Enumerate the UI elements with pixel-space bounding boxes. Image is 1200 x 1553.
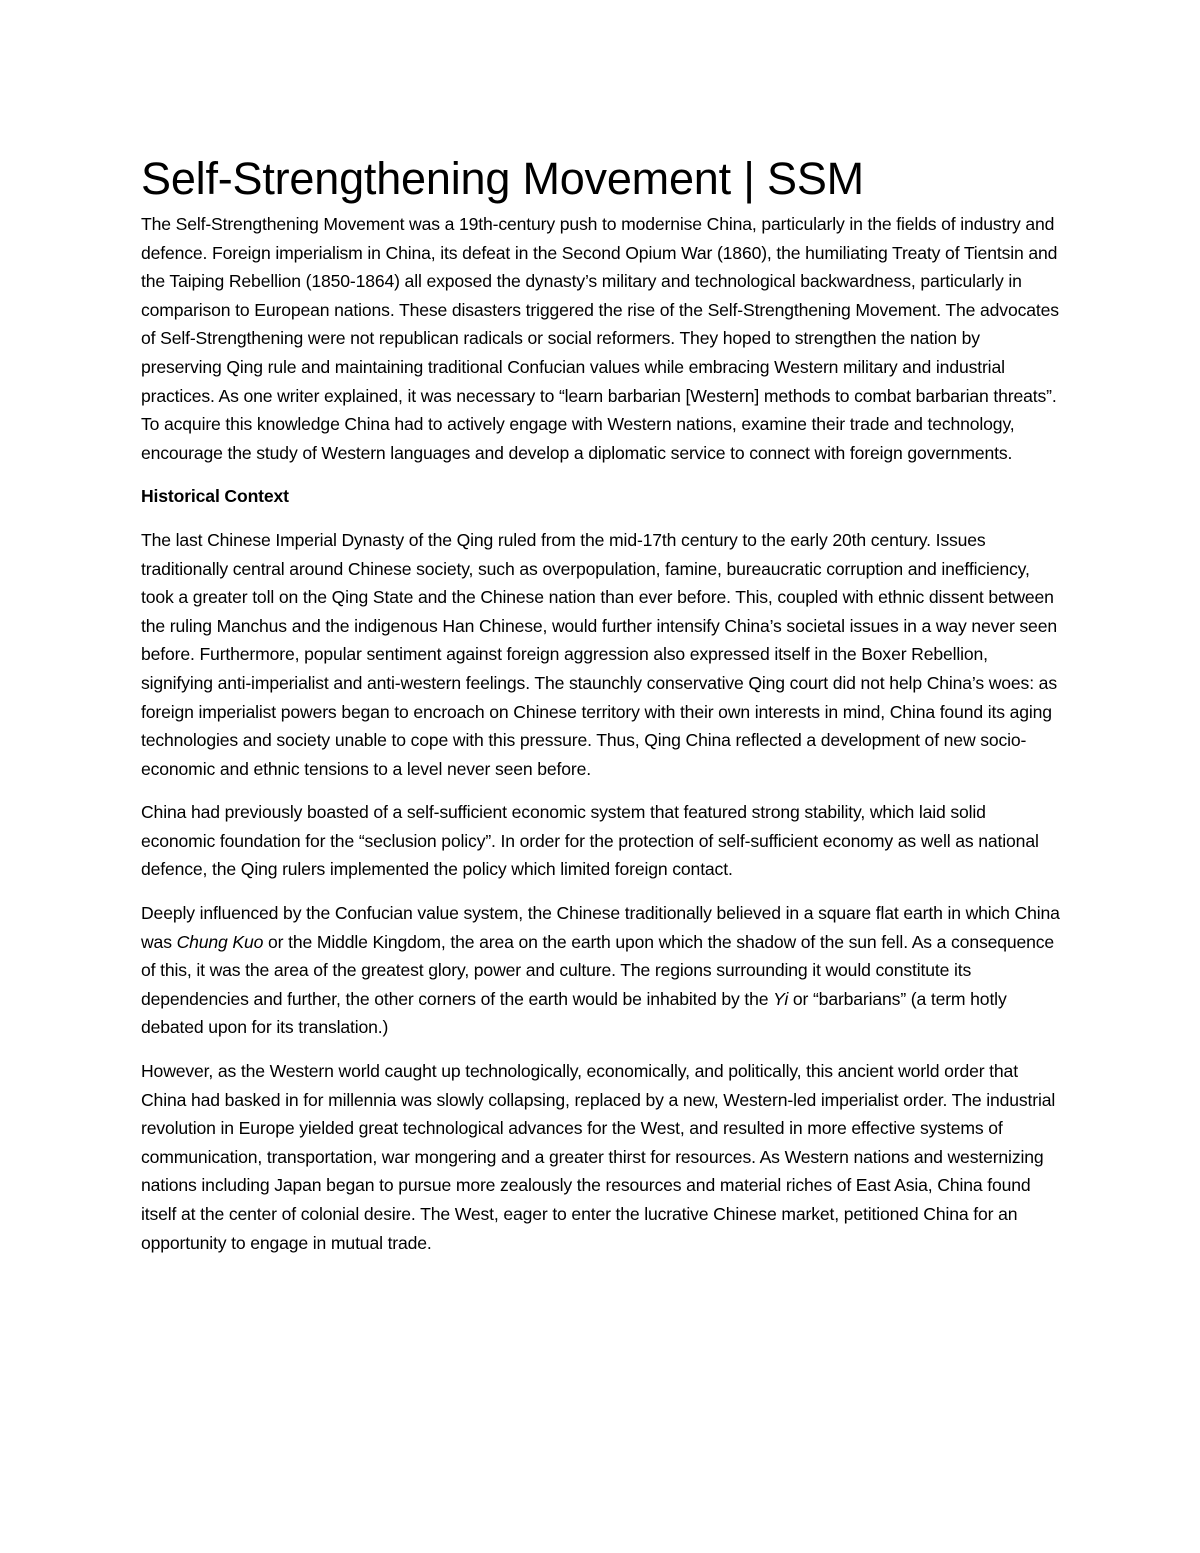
para3-text-c: or “barbarians” (a term hotly debated upon for its translation.) bbox=[141, 988, 1007, 1038]
para3-text-a: Deeply influenced by the Confucian value system, the Chinese traditionally believed in a square flat earth in which China was bbox=[141, 903, 1060, 952]
intro-paragraph: The Self-Strengthening Movement was a 19th-century push to modernise China, particularly in the fields of industry and defence. Foreign imperialism in China, its defeat in the Second Opium War (1860), the humiliating Treaty of Tientsin and the Taiping Rebellion (1850-1864) all exposed the dynasty’s military and technological backwardness, particularly in comparison to European nations. These disasters triggered the rise of the Self-Strengthening Movement. The advocates of Self-Strengthening were not republican radicals or social reformers. They hoped to strengthen the nation by preserving Qing rule and maintaining traditional Confucian values while embracing Western military and industrial practices. As one writer explained, it was necessary to “learn barbarian [Western] methods to combat barbarian threats”. To acquire this knowledge China had to actively engage with Western nations, examine their trade and technology, encourage the study of Western languages and develop a diplomatic service to connect with foreign governments. bbox=[141, 214, 1059, 463]
para3-text-b: or the Middle Kingdom, the area on the earth upon which the shadow of the sun fell. As a consequence of this, it was the area of the greatest glory, power and culture. The regions surrounding it would constitute its dependencies and further, the other corners of the earth would be inhabited by the bbox=[141, 931, 1055, 1009]
yi-term: Yi bbox=[773, 988, 789, 1009]
paragraph-confucian-worldview bbox=[141, 899, 1063, 1042]
paragraph-western-order: However, as the Western world caught up technologically, economically, and politically, this ancient world order that China had basked in for millennia was slowly collapsing, replaced by a new, Western-led imperialist order. The industrial revolution in Europe yielded great technological advances for the West, and resulted in more effective systems of communication, transportation, war mongering and a greater thirst for resources. As Western nations and westernizing nations including Japan began to pursue more zealously the resources and material riches of East Asia, China found itself at the center of colonial desire. The West, eager to enter the lucrative Chinese market, petitioned China for an opportunity to engage in mutual trade. bbox=[141, 1061, 1056, 1253]
paragraph-seclusion-policy: China had previously boasted of a self-sufficient economic system that featured strong stability, which laid solid economic foundation for the “seclusion policy”. In order for the protection of self-sufficient economy as well as national defence, the Qing rulers implemented the policy which limited foreign contact. bbox=[141, 802, 1039, 880]
document-page bbox=[141, 150, 1063, 1257]
chung-kuo-term: Chung Kuo bbox=[176, 931, 264, 952]
section-heading: Historical Context bbox=[141, 486, 289, 507]
paragraph-qing-dynasty: The last Chinese Imperial Dynasty of the Qing ruled from the mid-17th century to the early 20th century. Issues traditionally central around Chinese society, such as overpopulation, famine, bureaucratic corruption and inefficiency, took a greater toll on the Qing State and the Chinese nation than ever before. This, coupled with ethnic dissent between the ruling Manchus and the indigenous Han Chinese, would further intensify China’s societal issues in a way never seen before. Furthermore, popular sentiment against foreign aggression also expressed itself in the Boxer Rebellion, signifying anti-imperialist and anti-western feelings. The staunchly conservative Qing court did not help China’s woes: as foreign imperialist powers began to encroach on Chinese territory with their own interests in mind, China found its aging technologies and society unable to cope with this pressure. Thus, Qing China reflected a development of new socio-economic and ethnic tensions to a level never seen before. bbox=[141, 529, 1057, 779]
document-title: Self-Strengthening Movement | SSM bbox=[141, 153, 864, 204]
